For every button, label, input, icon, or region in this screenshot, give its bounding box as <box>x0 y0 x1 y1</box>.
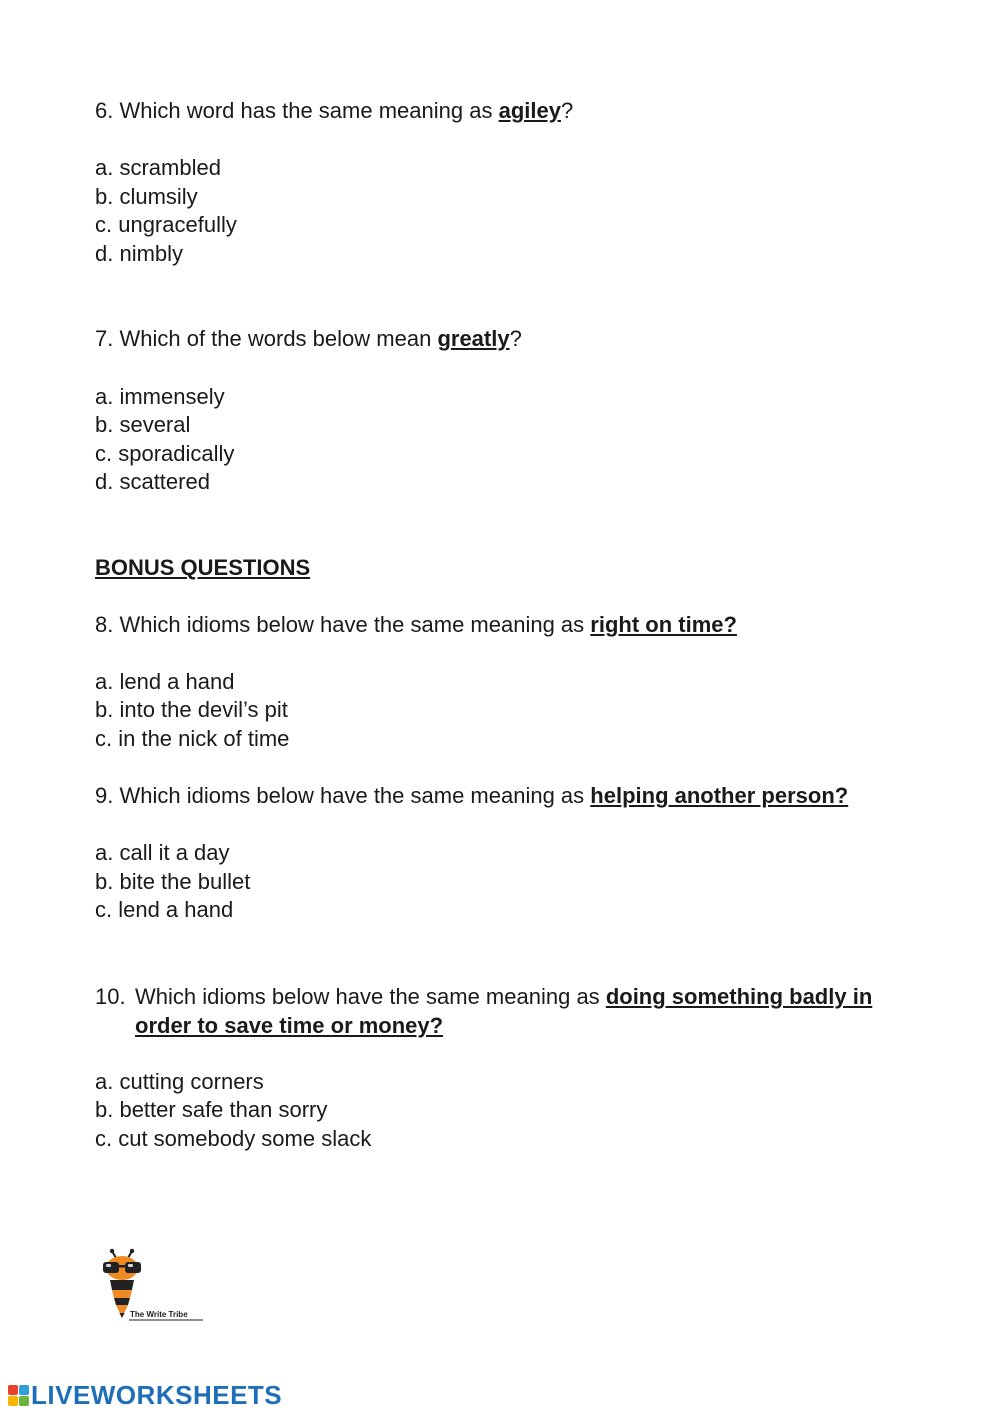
question-number: 10. <box>95 984 126 1009</box>
option: b. bite the bullet <box>95 869 251 894</box>
question-text: Which idioms below have the same meaning as <box>135 984 600 1009</box>
question-10 <box>95 982 915 1040</box>
option: a. immensely <box>95 384 225 409</box>
option: b. clumsily <box>95 184 198 209</box>
liveworksheets-brand <box>8 1380 282 1410</box>
option: b. into the devil’s pit <box>95 697 288 722</box>
question-keyword: doing something badly in order to save time or money? <box>135 984 873 1038</box>
option: c. ungracefully <box>95 212 237 237</box>
option: c. cut somebody some slack <box>95 1126 372 1151</box>
question-keyword: agiley <box>498 98 561 123</box>
write-tribe-logo <box>96 1248 208 1328</box>
question-number: 7. <box>95 326 114 351</box>
question-text: Which idioms below have the same meaning as <box>119 612 585 637</box>
bee-mascot-icon <box>96 1248 208 1328</box>
question-6 <box>95 97 573 125</box>
question-keyword: helping another person? <box>590 783 849 808</box>
question-text: Which idioms below have the same meaning as <box>119 783 585 808</box>
option: b. better safe than sorry <box>95 1097 328 1122</box>
question-number: 6. <box>95 98 114 123</box>
option: a. call it a day <box>95 840 230 865</box>
option: c. sporadically <box>95 441 235 466</box>
liveworksheets-logo-icon <box>8 1385 29 1406</box>
question-9 <box>95 782 848 810</box>
bonus-heading: BONUS QUESTIONS <box>95 555 311 580</box>
option: a. cutting corners <box>95 1069 264 1094</box>
question-keyword: greatly <box>437 326 510 351</box>
question-text: Which of the words below mean <box>119 326 432 351</box>
question-8 <box>95 611 737 639</box>
option: a. scrambled <box>95 155 221 180</box>
question-7 <box>95 325 522 353</box>
question-text: Which word has the same meaning as <box>119 98 493 123</box>
option: c. in the nick of time <box>95 726 290 751</box>
question-keyword: right on time? <box>590 612 737 637</box>
option: c. lend a hand <box>95 897 234 922</box>
logo-text: The Write Tribe <box>130 1310 188 1319</box>
brand-text: LIVEWORKSHEETS <box>31 1379 283 1410</box>
option: b. several <box>95 412 191 437</box>
option: d. scattered <box>95 469 210 494</box>
question-suffix: ? <box>560 98 574 123</box>
option: d. nimbly <box>95 241 184 266</box>
option: a. lend a hand <box>95 669 235 694</box>
question-number: 8. <box>95 612 114 637</box>
question-suffix: ? <box>509 326 522 351</box>
question-number: 9. <box>95 783 114 808</box>
